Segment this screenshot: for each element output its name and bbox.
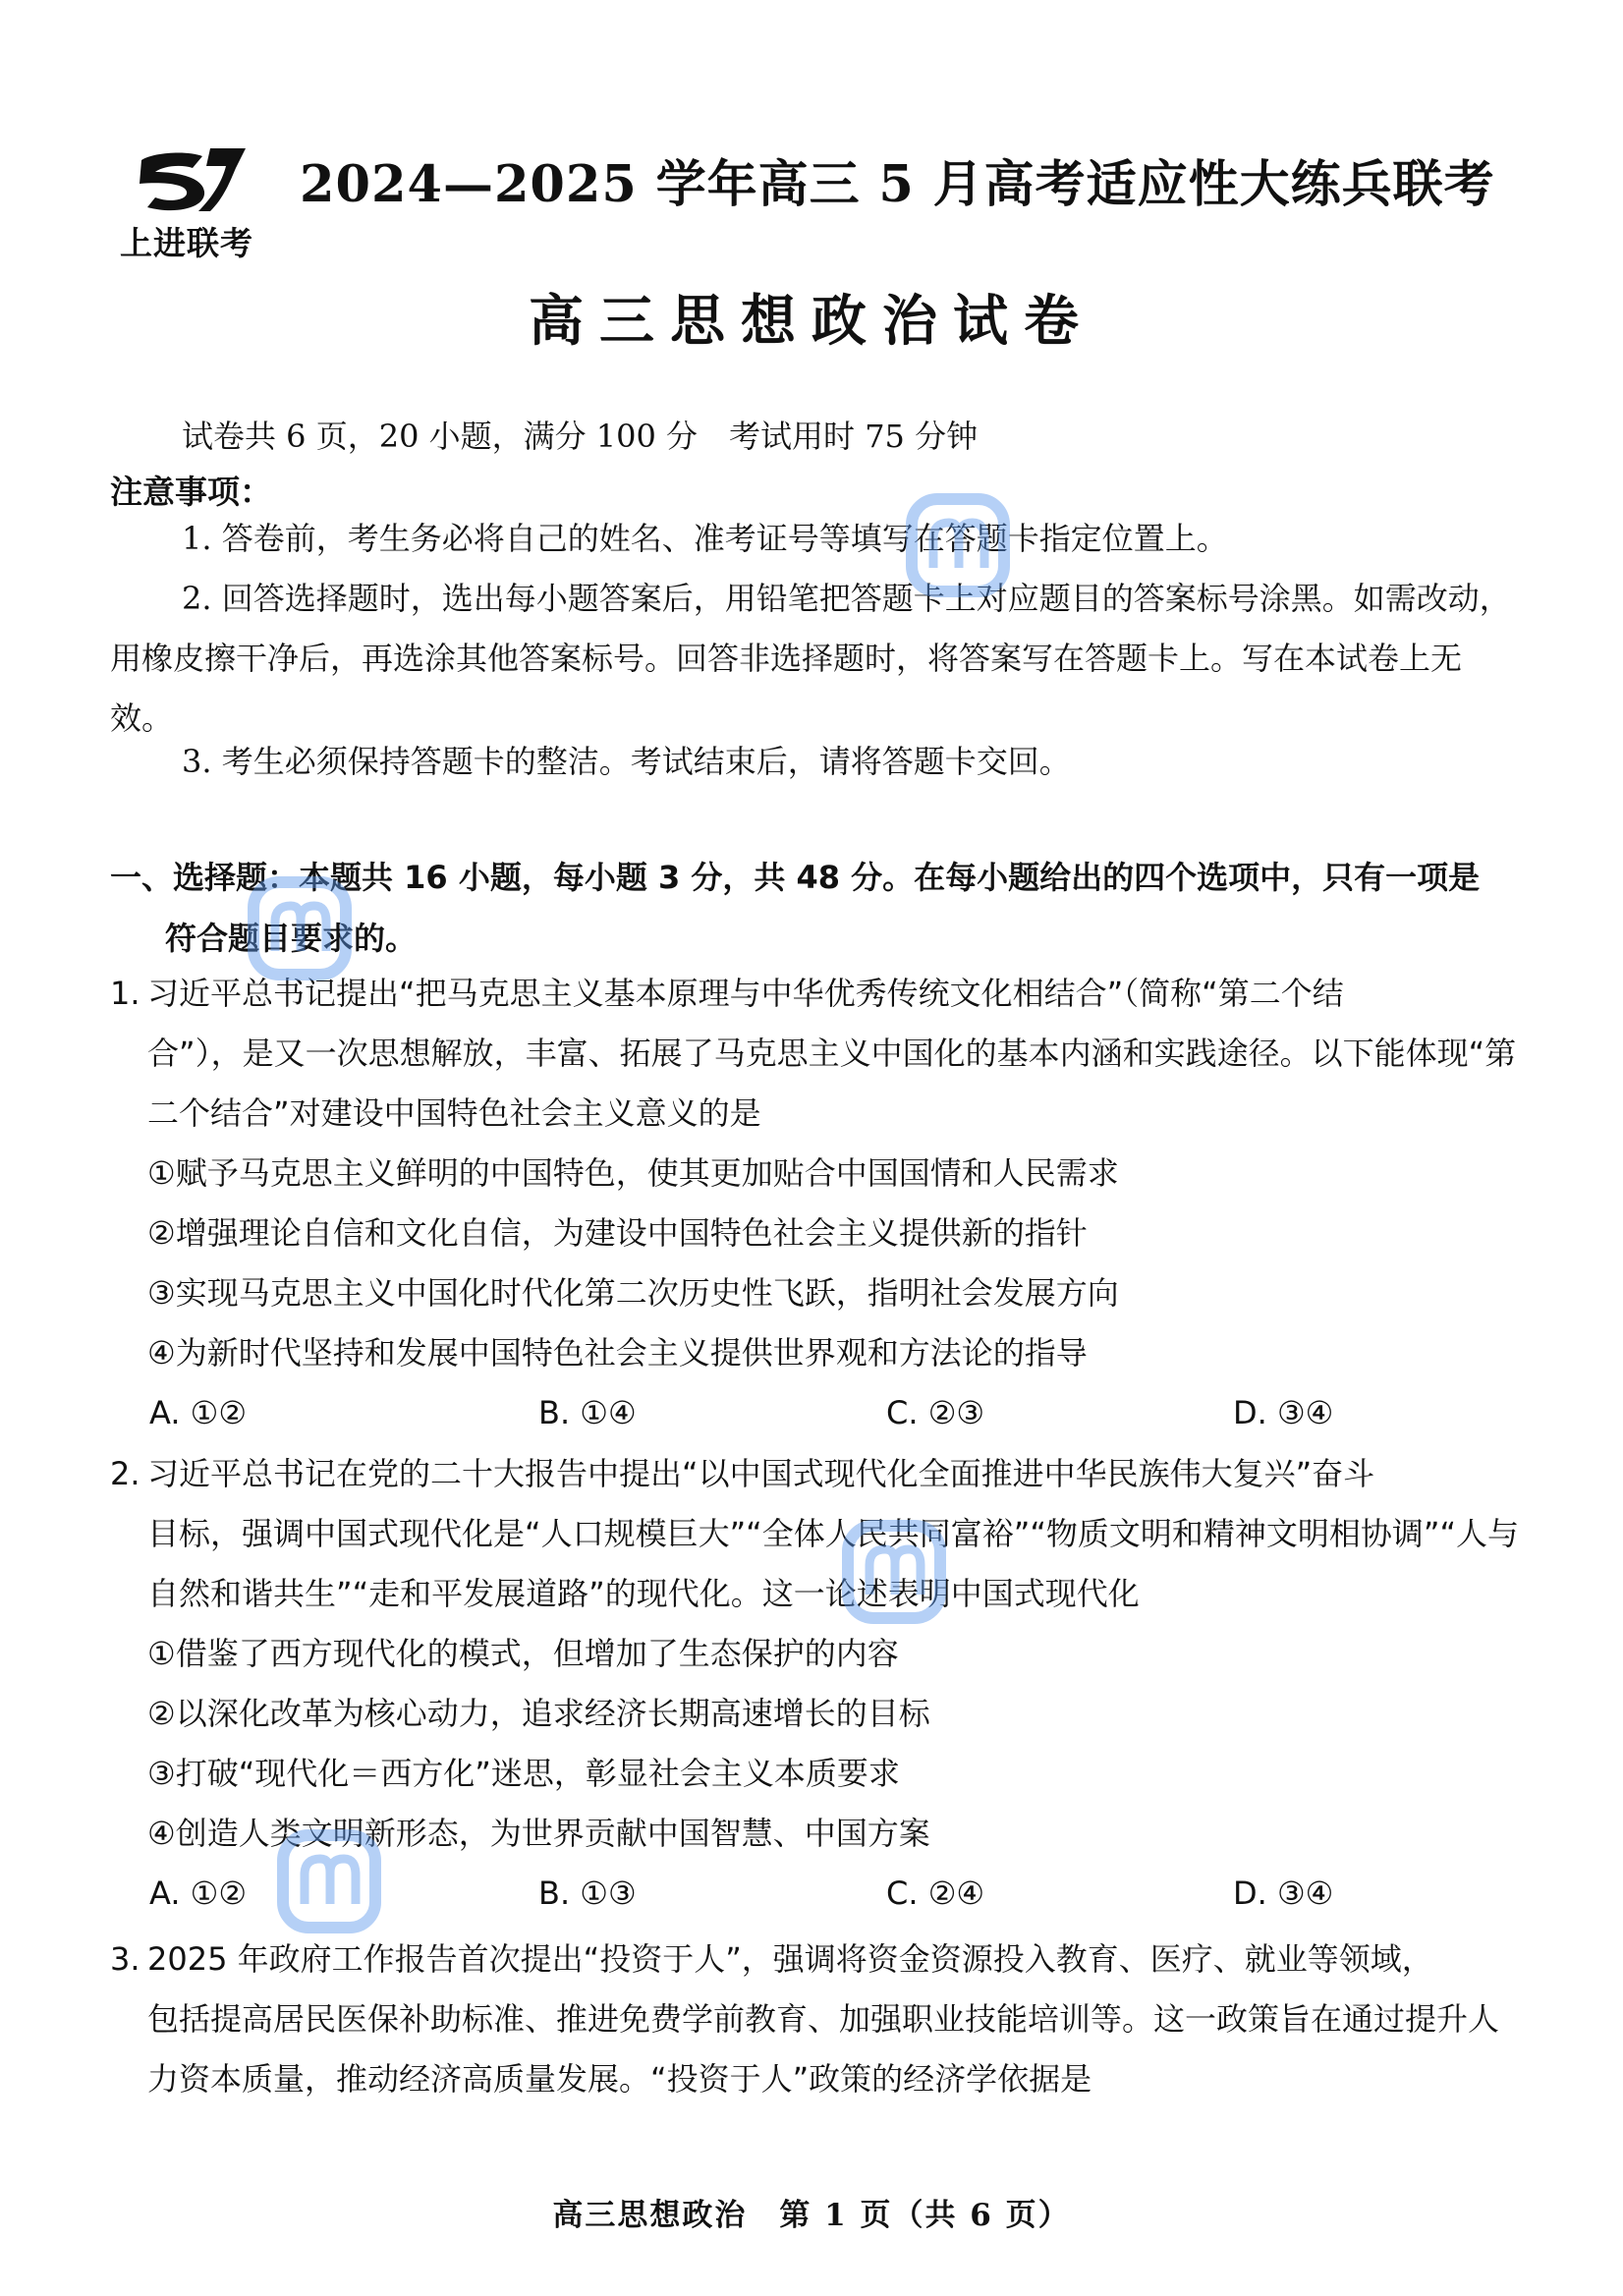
statement: ②以深化改革为核心动力，追求经济长期高速增长的目标 bbox=[147, 1695, 930, 1732]
choice-d: D. ③④ bbox=[1233, 1394, 1334, 1431]
statement: ①借鉴了西方现代化的模式，但增加了生态保护的内容 bbox=[147, 1635, 899, 1672]
paper-title: 高三思想政治试卷 bbox=[529, 289, 1094, 354]
notice-item: 3. 考生必须保持答题卡的整洁。考试结束后，请将答题卡交回。 bbox=[182, 743, 1071, 780]
page-footer: 高三思想政治 第 1 页（共 6 页） bbox=[552, 2198, 1071, 2233]
statement: ④为新时代坚持和发展中国特色社会主义提供世界观和方法论的指导 bbox=[147, 1334, 1088, 1372]
logo-mark-icon bbox=[134, 142, 252, 219]
question-stem-rest: 合”），是又一次思想解放，丰富、拓展了马克思主义中国化的基本内涵和实践途径。以下能体现“第二个结合”对建设中国特色社会主义意义的是 bbox=[147, 1035, 1517, 1132]
question-stem bbox=[110, 964, 1520, 1144]
exam-logo bbox=[120, 142, 267, 262]
choice-c: C. ②④ bbox=[886, 1875, 985, 1912]
question-number: 1. bbox=[110, 975, 140, 1012]
answer-choices bbox=[110, 1864, 1520, 1924]
section-heading bbox=[110, 847, 1517, 969]
logo-text: 上进联考 bbox=[120, 224, 253, 262]
question-number: 2. bbox=[110, 1455, 140, 1492]
question-stem bbox=[110, 1930, 1520, 2109]
choice-b: B. ①③ bbox=[538, 1875, 637, 1912]
choice-a: A. ①② bbox=[149, 1394, 248, 1431]
statement: ④创造人类文明新形态，为世界贡献中国智慧、中国方案 bbox=[147, 1815, 930, 1852]
choice-b: B. ①④ bbox=[538, 1394, 637, 1431]
answer-choices bbox=[110, 1383, 1520, 1443]
question-stem-rest: 目标，强调中国式现代化是“人口规模巨大”“全体人民共同富裕”“物质文明和精神文明相协调”“人与自然和谐共生”“走和平发展道路”的现代化。这一论述表明中国式现代化 bbox=[147, 1515, 1520, 1612]
choice-c: C. ②③ bbox=[886, 1394, 985, 1431]
notice-heading: 注意事项： bbox=[110, 473, 272, 511]
question-stem-rest: 包括提高居民医保补助标准、推进免费学前教育、加强职业技能培训等。这一政策旨在通过提升人力资本质量，推动经济高质量发展。“投资于人”政策的经济学依据是 bbox=[147, 2000, 1500, 2098]
question-stem-first: 习近平总书记提出“把马克思主义基本原理与中华优秀传统文化相结合”（简称“第二个结 bbox=[147, 975, 1344, 1012]
statement: ①赋予马克思主义鲜明的中国特色，使其更加贴合中国国情和人民需求 bbox=[147, 1154, 1119, 1192]
statement: ②增强理论自信和文化自信，为建设中国特色社会主义提供新的指针 bbox=[147, 1214, 1088, 1252]
statement: ③打破“现代化＝西方化”迷思，彰显社会主义本质要求 bbox=[147, 1755, 900, 1792]
question-stem-first: 2025 年政府工作报告首次提出“投资于人”，强调将资金资源投入教育、医疗、就业等领域， bbox=[147, 1940, 1433, 1978]
choice-d: D. ③④ bbox=[1233, 1875, 1334, 1912]
question-2 bbox=[110, 1444, 1520, 1924]
section-title-cont: 符合题目要求的。 bbox=[165, 920, 418, 957]
notice-item: 1. 答卷前，考生务必将自己的姓名、准考证号等填写在答题卡指定位置上。 bbox=[182, 520, 1228, 557]
question-3 bbox=[110, 1930, 1520, 2109]
choice-a: A. ①② bbox=[149, 1875, 248, 1912]
question-number: 3. bbox=[110, 1940, 140, 1978]
question-1 bbox=[110, 964, 1520, 1443]
exam-info: 试卷共 6 页，20 小题，满分 100 分 考试用时 75 分钟 bbox=[182, 418, 979, 455]
notice-item: 2. 回答选择题时，选出每小题答案后，用铅笔把答题卡上对应题目的答案标号涂黑。如需改动，用橡皮擦干净后，再选涂其他答案标号。回答非选择题时，将答案写在答题卡上。写在本试卷上无效。 bbox=[110, 580, 1511, 737]
question-stem-first: 习近平总书记在党的二十大报告中提出“以中国式现代化全面推进中华民族伟大复兴”奋斗 bbox=[147, 1455, 1375, 1492]
statement: ③实现马克思主义中国化时代化第二次历史性飞跃，指明社会发展方向 bbox=[147, 1274, 1119, 1312]
exam-title: 2024—2025 学年高三 5 月高考适应性大练兵联考 bbox=[300, 155, 1495, 214]
question-stem bbox=[110, 1444, 1520, 1624]
section-title: 一、选择题：本题共 16 小题，每小题 3 分，共 48 分。在每小题给出的四个选项中，只有一项是 bbox=[110, 859, 1481, 896]
